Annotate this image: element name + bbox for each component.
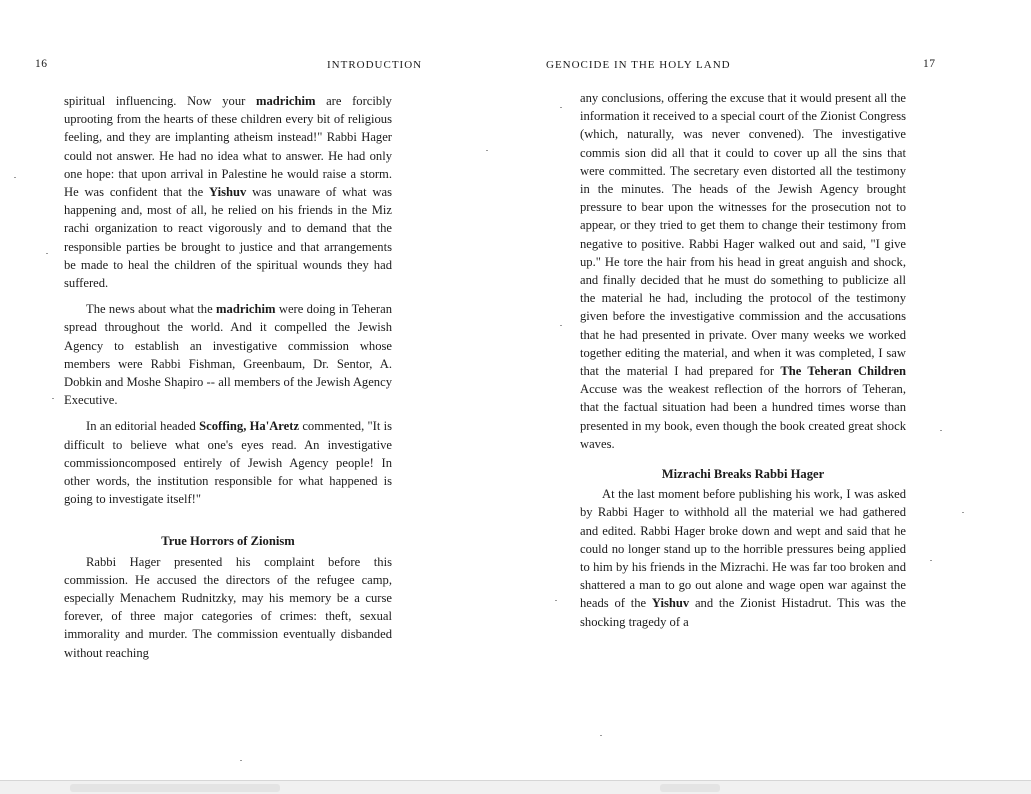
scroll-track[interactable] (70, 784, 280, 792)
paragraph: At the last moment before publishing his work, I was asked by Rabbi Hager to withhold all the material we had gathered and edited. Rabbi Hager broke down and wept and said that he could no longer stand up to the horrible pressures being applied to him by his friends in the Mizrachi. He was far too broken and shattered a man to go out alone and wage open war against the heads of the Yishuv and the Zionist Histadrut. This was the shocking tragedy of a (580, 487, 906, 629)
left-page (0, 0, 515, 780)
scan-speck (486, 150, 488, 151)
scan-speck (940, 430, 942, 431)
scan-speck (560, 107, 562, 108)
paragraph: Rabbi Hager presented his complaint before this commission. He accused the directors of the refugee camp, especially Menachem Rudnitzky, may his memory be a curse forever, of three major categories of crimes: theft, sexual immorality and murder. The commission eventually disbanded without reaching (64, 554, 392, 660)
scan-speck (555, 600, 557, 601)
left-body-text (64, 92, 392, 662)
paragraph: spiritual influencing. Now your madrichim are forcibly uprooting from the hearts of these children every bit of religious feeling, and they are implanting atheism instead!" Rabbi Hager could not answer. He had no idea what to answer. He had only one hope: that upon arrival in Palestine he would raise a storm. He was confident that the Yishuv was unaware of what was happening and, most of all, he relied on his friends in the Miz rachi organization to react vigorously and to demand that the responsible parties be brought to justice and that arrangements be made to heal the children of the spiritual wounds they had suffered. (64, 94, 392, 291)
paragraph: In an editorial headed Scoffing, Ha'Aretz commented, "It is difficult to believe what one's eyes read. An investigative commissioncomposed entirely of Jewish Agency people! In other words, the institution responsible for what happened is going to investigate itself!" (64, 419, 393, 507)
paragraph: any conclusions, offering the excuse that it would present all the information it received to a special court of the Zionist Congress (which, naturally, was never convened). The investigative commis sion did all that it could to cover up all the sins that were committed. The secretary even distorted all the testimony in the minutes. The heads of the Jewish Agency brought pressure to bear upon the witnesses for the prosecution not to appear, or they tried to get them to change their testimony from negative to positive. Rabbi Hager walked out and said, "I give up." He tore the hair from his head in great anguish and shock, and finally decided that he must do something to publicize all the material he had, including the protocol of the testimony given before the investigative commission and the accusations that he had presented in private. Over many weeks we worked together editing the material, and when it was completed, I saw that the material I had prepared for The Teheran Children Accuse was the weakest reflection of the horrors of Teheran, that the factual situation had been a hundred times worse than presented in my book, even though the book created great shock waves. (580, 91, 906, 451)
viewer-bottom-bar (0, 780, 1031, 794)
paragraph: The news about what the madrichim were doing in Teheran spread throughout the world. And it compelled the Jewish Agency to establish an investigative commission whose members were Rabbi Fishman, Greenbaum, Dr. Sentor, A. Dobkin and Moshe Shapiro -- all members of the Jewish Agency Executive. (64, 302, 392, 408)
scan-speck (46, 253, 48, 254)
section-heading: Mizrachi Breaks Rabbi Hager (661, 467, 825, 482)
scan-speck (600, 735, 602, 736)
scroll-track[interactable] (660, 784, 720, 792)
right-running-head: GENOCIDE IN THE HOLY LAND (546, 59, 731, 71)
scan-speck (962, 512, 964, 513)
right-page (515, 0, 1031, 780)
scan-speck (560, 325, 562, 326)
right-page-number: 17 (923, 58, 936, 70)
scan-speck (240, 760, 242, 761)
left-running-head: INTRODUCTION (327, 59, 423, 71)
right-body-text (580, 89, 906, 631)
scan-speck (930, 560, 932, 561)
section-heading: True Horrors of Zionism (161, 534, 295, 549)
left-page-number: 16 (35, 58, 48, 70)
scan-speck (14, 177, 16, 178)
scan-speck (52, 398, 54, 399)
